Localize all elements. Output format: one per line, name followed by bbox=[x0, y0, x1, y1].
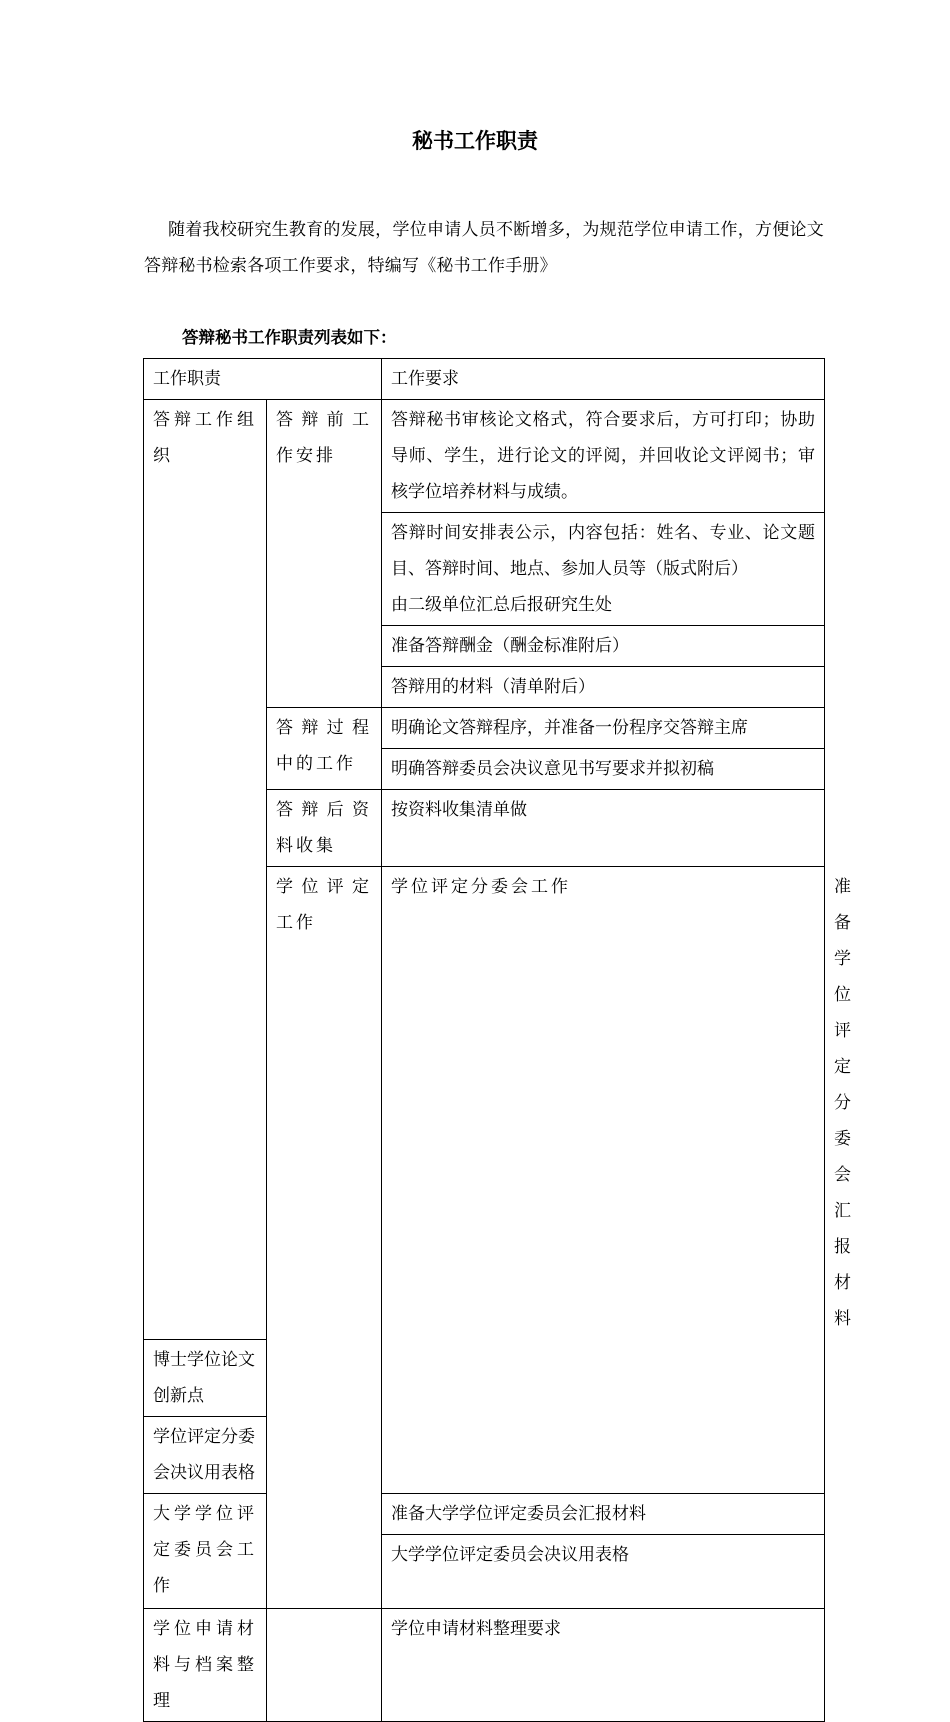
table-row bbox=[144, 1494, 825, 1535]
table-caption: 答辩秘书工作职责列表如下： bbox=[182, 328, 397, 347]
duty-cell: 学位评定工作 bbox=[267, 867, 382, 1609]
duties-table bbox=[143, 358, 851, 1722]
duty-cell: 学位申请材料与档案整理 bbox=[144, 1609, 267, 1722]
requirement-cell: 明确论文答辩程序，并准备一份程序交答辩主席 bbox=[382, 708, 825, 749]
requirement-cell bbox=[382, 513, 825, 626]
header-duty: 工作职责 bbox=[144, 359, 382, 400]
subduty-cell: 答辩过程中的工作 bbox=[267, 708, 382, 790]
table-row bbox=[144, 400, 825, 513]
subduty-cell: 答辩前工作安排 bbox=[267, 400, 382, 708]
requirement-cell: 大学学位评定委员会决议用表格 bbox=[382, 1535, 825, 1609]
requirement-cell: 学位评定分委会决议用表格 bbox=[144, 1417, 267, 1494]
header-requirement: 工作要求 bbox=[382, 359, 825, 400]
requirement-cell: 准备大学学位评定委员会汇报材料 bbox=[382, 1494, 825, 1535]
requirement-cell: 明确答辩委员会决议意见书写要求并拟初稿 bbox=[382, 749, 825, 790]
requirement-cell: 学位申请材料整理要求 bbox=[382, 1609, 825, 1722]
requirement-cell: 答辩用的材料（清单附后） bbox=[382, 667, 825, 708]
subduty-cell bbox=[267, 1609, 382, 1722]
requirement-cell: 答辩秘书审核论文格式，符合要求后，方可打印；协助导师、学生，进行论文的评阅，并回收论文评阅书；审核学位培养材料与成绩。 bbox=[382, 400, 825, 513]
subduty-cell: 学位评定分委会工作 bbox=[382, 867, 825, 1494]
duty-cell: 答辩工作组织 bbox=[144, 400, 267, 1340]
requirement-cell: 按资料收集清单做 bbox=[382, 790, 825, 867]
table-row: 学位评定工作 学位评定分委会工作 准备学位评定分委会汇报材料 bbox=[144, 867, 825, 1340]
requirement-cell: 博士学位论文创新点 bbox=[144, 1340, 267, 1417]
requirement-cell: 准备答辩酬金（酬金标准附后） bbox=[382, 626, 825, 667]
subduty-cell: 大学学位评定委员会工作 bbox=[144, 1494, 267, 1609]
requirement-text: 由二级单位汇总后报研究生处 bbox=[391, 595, 612, 615]
requirement-text: 答辩时间安排表公示，内容包括：姓名、专业、论文题目、答辩时间、地点、参加人员等（版式附后） bbox=[391, 523, 815, 579]
subduty-cell: 答辩后资料收集 bbox=[267, 790, 382, 867]
page-title: 秘书工作职责 bbox=[412, 129, 538, 153]
table-header-row bbox=[144, 359, 825, 400]
intro-paragraph: 随着我校研究生教育的发展，学位申请人员不断增多，为规范学位申请工作，方便论文答辩秘书检索各项工作要求，特编写《秘书工作手册》 bbox=[144, 220, 824, 276]
table-row bbox=[144, 1609, 825, 1722]
